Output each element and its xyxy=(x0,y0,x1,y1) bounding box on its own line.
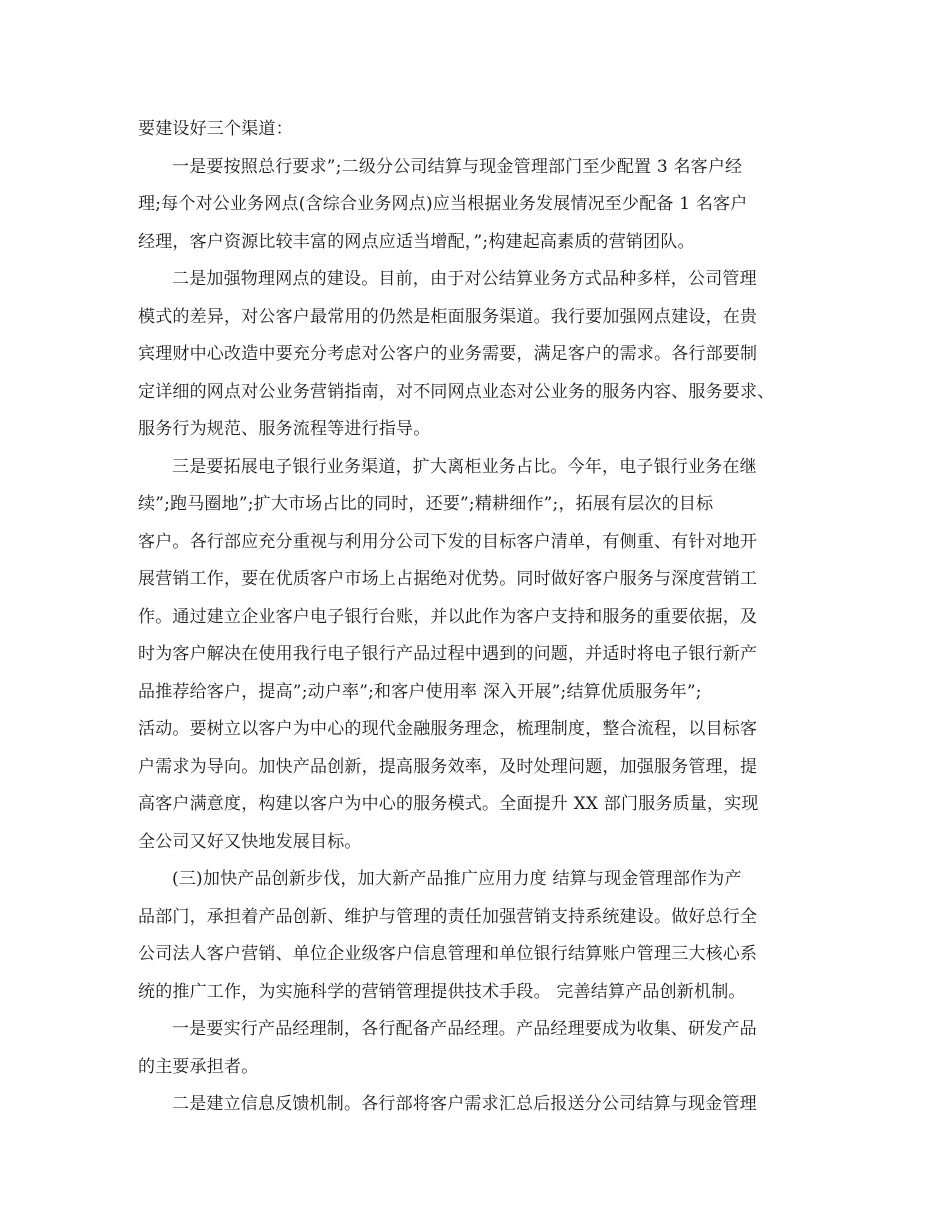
text-line: 的主要承担者。 xyxy=(138,1057,259,1077)
text-line: 定详细的网点对公业务营销指南，对不同网点业态对公业务的服务内容、服务要求、 xyxy=(138,382,775,402)
text-line: 二是加强物理网点的建设。目前，由于对公结算业务方式品种多样，公司管理 xyxy=(172,269,757,289)
text-line: 要建设好三个渠道： xyxy=(138,119,293,139)
text-line: 展营销工作，要在优质客户市场上占据绝对优势。同时做好客户服务与深度营销工 xyxy=(138,569,758,589)
text-line: 时为客户解决在使用我行电子银行产品过程中遇到的问题，并适时将电子银行新产 xyxy=(138,644,758,664)
text-line: 活动。要树立以客户为中心的现代金融服务理念，梳理制度，整合流程，以目标客 xyxy=(138,719,758,739)
text-line: 服务行为规范、服务流程等进行指导。 xyxy=(138,419,431,439)
text-line: 一是要按照总行要求”;二级分公司结算与现金管理部门至少配置 3 名客户经 xyxy=(172,157,743,177)
text-line: 模式的差异，对公客户最常用的仍然是柜面服务渠道。我行要加强网点建设，在贵 xyxy=(138,307,758,327)
text-line: 全公司又好又快地发展目标。 xyxy=(138,832,362,852)
text-line: 经理，客户资源比较丰富的网点应适当增配，”;构建起高素质的营销团队。 xyxy=(138,232,695,252)
text-line: 统的推广工作，为实施科学的营销管理提供技术手段。 完善结算产品创新机制。 xyxy=(138,982,746,1002)
text-line: 品推荐给客户，提高”;动户率”;和客户使用率 深入开展”;结算优质服务年”; xyxy=(138,682,702,702)
text-line: 一是要实行产品经理制，各行配备产品经理。产品经理要成为收集、研发产品 xyxy=(172,1019,757,1039)
text-line: 二是建立信息反馈机制。各行部将客户需求汇总后报送分公司结算与现金管理 xyxy=(172,1094,757,1114)
text-line: 客户。各行部应充分重视与利用分公司下发的目标客户清单，有侧重、有针对地开 xyxy=(138,532,758,552)
text-line: 高客户满意度，构建以客户为中心的服务模式。全面提升 XX 部门服务质量，实现 xyxy=(138,794,759,814)
text-line: 续”;跑马圈地”;扩大市场占比的同时，还要”;精耕细作”;，拓展有层次的目标 xyxy=(138,494,714,514)
text-line: 宾理财中心改造中要充分考虑对公客户的业务需要，满足客户的需求。各行部要制 xyxy=(138,344,758,364)
text-line: 公司法人客户营销、单位企业级客户信息管理和单位银行结算账户管理三大核心系 xyxy=(138,944,758,964)
text-line: 理;每个对公业务网点(含综合业务网点)应当根据业务发展情况至少配备 1 名客户 xyxy=(138,194,748,214)
text-line: 作。通过建立企业客户电子银行台账，并以此作为客户支持和服务的重要依据，及 xyxy=(138,607,758,627)
text-line: 三是要拓展电子银行业务渠道，扩大离柜业务占比。今年，电子银行业务在继 xyxy=(172,457,757,477)
text-line: 户需求为导向。加快产品创新，提高服务效率，及时处理问题，加强服务管理，提 xyxy=(138,757,758,777)
text-line: 品部门，承担着产品创新、维护与管理的责任加强营销支持系统建设。做好总行全 xyxy=(138,907,758,927)
text-line: (三)加快产品创新步伐，加大新产品推广应用力度 结算与现金管理部作为产 xyxy=(172,869,742,889)
